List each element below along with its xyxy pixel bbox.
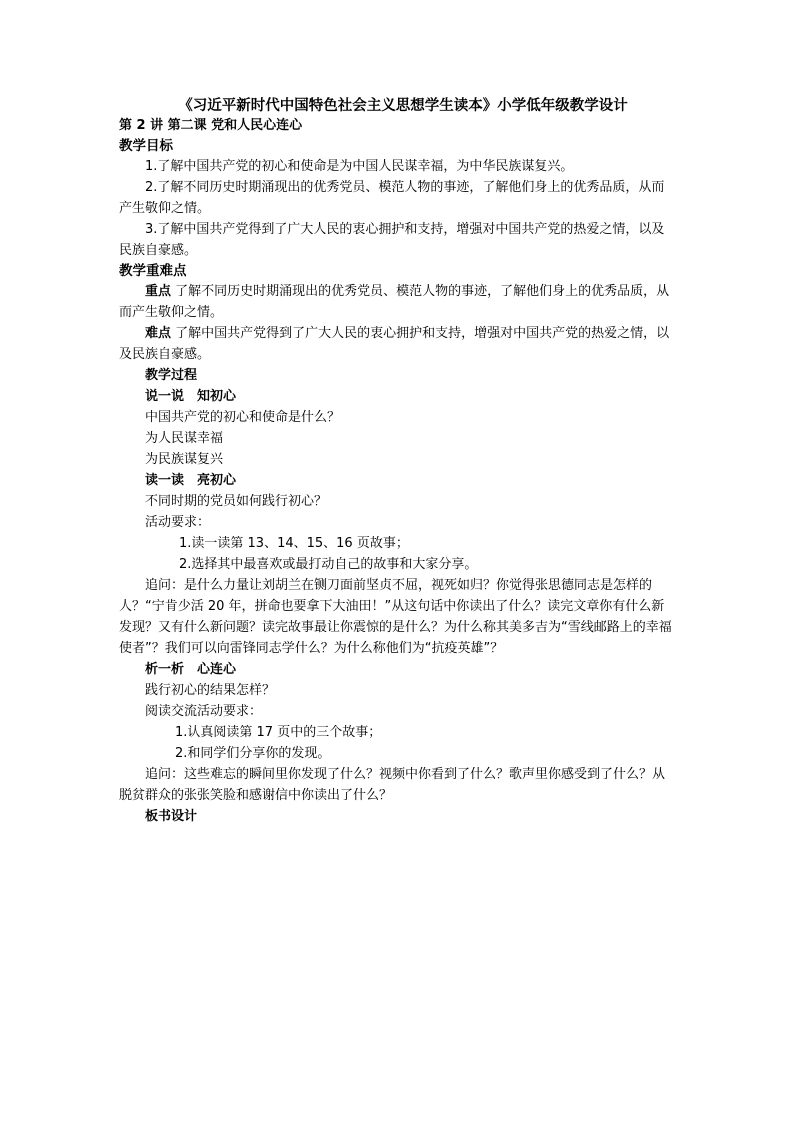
section1-title: 说一说 知初心 [145, 389, 237, 404]
objective-item: 1.了解中国共产党的初心和使命是为中国人民谋幸福，为中华民族谋复兴。 [145, 159, 574, 174]
objective-item: 3.了解中国共产党得到了广大人民的衷心拥护和支持，增强对中国共产党的热爱之情，以及民族自豪感。 [119, 222, 665, 258]
difficulty-paragraph [119, 323, 675, 365]
section2-title: 读一读 亮初心 [145, 473, 237, 488]
section3-step: 2.和同学们分享你的发现。 [175, 746, 331, 761]
difficulty-text: 了解中国共产党得到了广大人民的衷心拥护和支持，增强对中国共产党的热爱之情，以及民族自豪感。 [119, 326, 670, 362]
focus-text: 了解不同历史时期涌现出的优秀党员、模范人物的事迹，了解他们身上的优秀品质，从而产生敬仰之情。 [119, 284, 670, 320]
difficulty-label: 难点 [145, 326, 172, 341]
section1-answer: 为民族谋复兴 [145, 452, 224, 467]
section2-step: 2.选择其中最喜欢或最打动自己的故事和大家分享。 [179, 557, 478, 572]
process-heading: 教学过程 [145, 368, 198, 383]
section3-step: 1.认真阅读第 17 页中的三个故事； [175, 725, 382, 740]
section2-question: 不同时期的党员如何践行初心？ [145, 494, 328, 509]
section2-followup: 追问：是什么力量让刘胡兰在铡刀面前坚贞不屈，视死如归？你觉得张思德同志是怎样的人？“宁肯少活 20 年，拼命也要拿下大油田！”从这句话中你读出了什么？读完文章你有什么新发现？又有什么新问题？读完故事最让你震惊的是什么？为什么称其美多吉为“雪线邮路上的幸福使者”？我们可以向雷锋同志学什么？为什么称他们为“抗疫英雄”？ [119, 578, 672, 656]
keypoints-heading: 教学重难点 [119, 263, 187, 279]
lesson-title: 第 2 讲 第二课 党和人民心连心 [119, 118, 303, 133]
document-page [119, 96, 675, 827]
focus-label: 重点 [145, 284, 172, 299]
objective-item: 2.了解不同历史时期涌现出的优秀党员、模范人物的事迹，了解他们身上的优秀品质，从而产生敬仰之情。 [119, 180, 665, 216]
section3-followup: 追问：这些难忘的瞬间里你发现了什么？视频中你看到了什么？歌声里你感受到了什么？从脱贫群众的张张笑脸和感谢信中你读出了什么？ [119, 767, 666, 803]
section3-requirement: 阅读交流活动要求： [145, 704, 263, 719]
section1-answer: 为人民谋幸福 [145, 431, 224, 446]
document-title: 《习近平新时代中国特色社会主义思想学生读本》小学低年级教学设计 [178, 98, 628, 114]
section2-requirement: 活动要求： [145, 515, 211, 530]
section3-question: 践行初心的结果怎样？ [145, 683, 276, 698]
section1-question: 中国共产党的初心和使命是什么？ [145, 410, 341, 425]
focus-paragraph [119, 281, 675, 323]
board-heading: 板书设计 [145, 809, 198, 824]
section3-title: 析一析 心连心 [145, 662, 237, 677]
section2-step: 1.读一读第 13、14、15、16 页故事； [179, 536, 409, 551]
objectives-heading: 教学目标 [119, 138, 173, 154]
